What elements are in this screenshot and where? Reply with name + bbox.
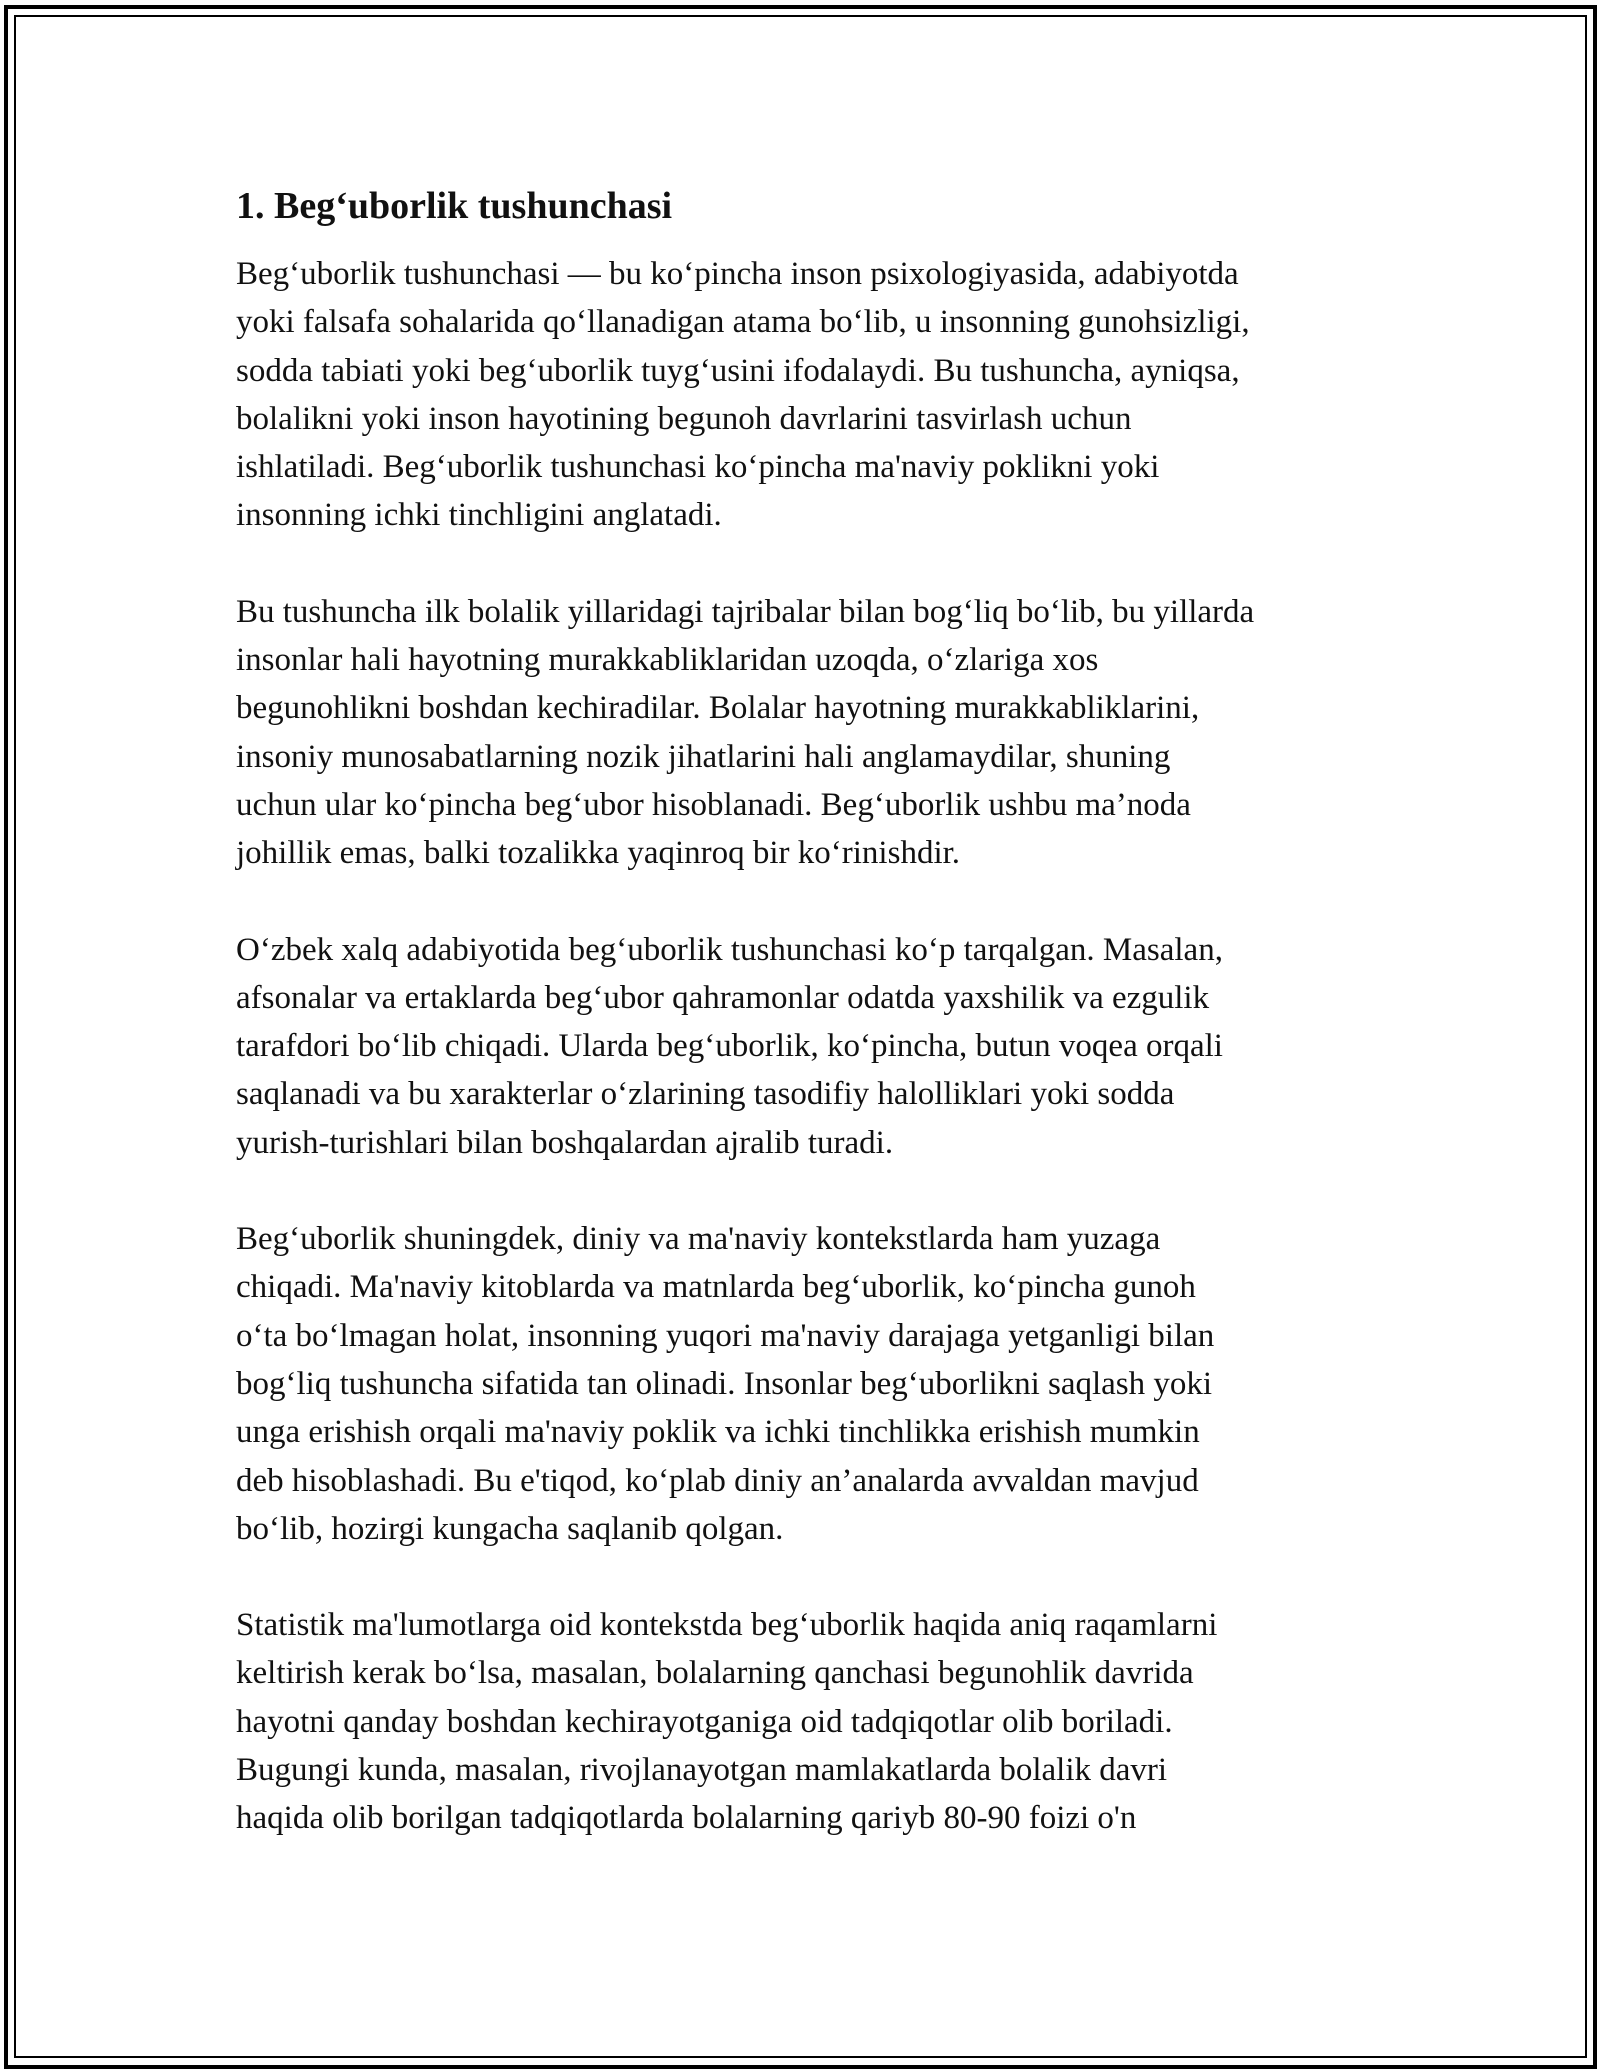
text-line: deb hisoblashadi. Bu e'tiqod, ko‘plab diniy an’analarda avvaldan mavjud xyxy=(236,1462,1199,1499)
text-line: unga erishish orqali ma'naviy poklik va ichki tinchlikka erishish mumkin xyxy=(236,1414,1200,1451)
paragraph-4 xyxy=(236,1215,1386,1553)
text-line: ishlatiladi. Beg‘uborlik tushunchasi ko‘pincha ma'naviy poklikni yoki xyxy=(236,449,1160,486)
text-line: bog‘liq tushuncha sifatida tan olinadi. Insonlar beg‘uborlikni saqlash yoki xyxy=(236,1365,1213,1402)
text-line: tarafdori bo‘lib chiqadi. Ularda beg‘uborlik, ko‘pincha, butun voqea orqali xyxy=(236,1028,1223,1065)
paragraph-5 xyxy=(236,1601,1386,1842)
text-line: begunohlikni boshdan kechiradilar. Bolalar hayotning murakkabliklarini, xyxy=(236,690,1200,727)
text-line: insoniy munosabatlarning nozik jihatlarini hali anglamaydilar, shuning xyxy=(236,738,1171,775)
paragraph-3 xyxy=(236,926,1386,1167)
text-line: saqlanadi va bu xarakterlar o‘zlarining tasodifiy halolliklari yoki sodda xyxy=(236,1076,1175,1113)
text-line: insonlar hali hayotning murakkabliklaridan uzoqda, o‘zlariga xos xyxy=(236,642,1099,679)
text-line: O‘zbek xalq adabiyotida beg‘uborlik tushunchasi ko‘p tarqalgan. Masalan, xyxy=(236,931,1223,968)
section-heading: 1. Beg‘uborlik tushunchasi xyxy=(236,185,673,227)
text-line: Beg‘uborlik tushunchasi — bu ko‘pincha inson psixologiyasida, adabiyotda xyxy=(236,256,1239,292)
text-line: Bugungi kunda, masalan, rivojlanayotgan mamlakatlarda bolalik davri xyxy=(236,1752,1168,1789)
text-line: yoki falsafa sohalarida qo‘llanadigan atama bo‘lib, u insonning gunohsizligi, xyxy=(236,304,1250,341)
paragraph-2 xyxy=(236,588,1386,878)
text-line: keltirish kerak bo‘lsa, masalan, bolalarning qanchasi begunohlik davrida xyxy=(236,1655,1194,1692)
text-line: haqida olib borilgan tadqiqotlarda bolalarning qariyb 80-90 foizi o'n xyxy=(236,1800,1137,1837)
text-line: bolalikni yoki inson hayotining begunoh davrlarini tasvirlash uchun xyxy=(236,400,1132,437)
text-line: Statistik ma'lumotlarga oid kontekstda beg‘uborlik haqida aniq raqamlarni xyxy=(236,1607,1218,1644)
text-line: o‘ta bo‘lmagan holat, insonning yuqori ma'naviy darajaga yetganligi bilan xyxy=(236,1317,1215,1354)
text-line: bo‘lib, hozirgi kungacha saqlanib qolgan. xyxy=(236,1510,784,1547)
document-body xyxy=(236,182,1386,1891)
text-line: yurish-turishlari bilan boshqalardan ajralib turadi. xyxy=(236,1124,894,1161)
text-line: Bu tushuncha ilk bolalik yillaridagi tajribalar bilan bog‘liq bo‘lib, bu yillarda xyxy=(236,593,1255,630)
text-line: afsonalar va ertaklarda beg‘ubor qahramonlar odatda yaxshilik va ezgulik xyxy=(236,979,1210,1016)
text-line: Beg‘uborlik shuningdek, diniy va ma'naviy kontekstlarda ham yuzaga xyxy=(236,1221,1161,1258)
text-line: hayotni qanday boshdan kechirayotganiga oid tadqiqotlar olib boriladi. xyxy=(236,1703,1173,1740)
paragraph-1 xyxy=(236,250,1386,540)
text-line: sodda tabiati yoki beg‘uborlik tuyg‘usini ifodalaydi. Bu tushuncha, ayniqsa, xyxy=(236,352,1240,389)
text-line: johillik emas, balki tozalikka yaqinroq bir ko‘rinishdir. xyxy=(236,835,961,872)
text-line: chiqadi. Ma'naviy kitoblarda va matnlarda beg‘uborlik, ko‘pincha gunoh xyxy=(236,1269,1196,1306)
text-line: insonning ichki tinchligini anglatadi. xyxy=(236,497,722,534)
text-line: uchun ular ko‘pincha beg‘ubor hisoblanadi. Beg‘uborlik ushbu ma’noda xyxy=(236,786,1191,823)
